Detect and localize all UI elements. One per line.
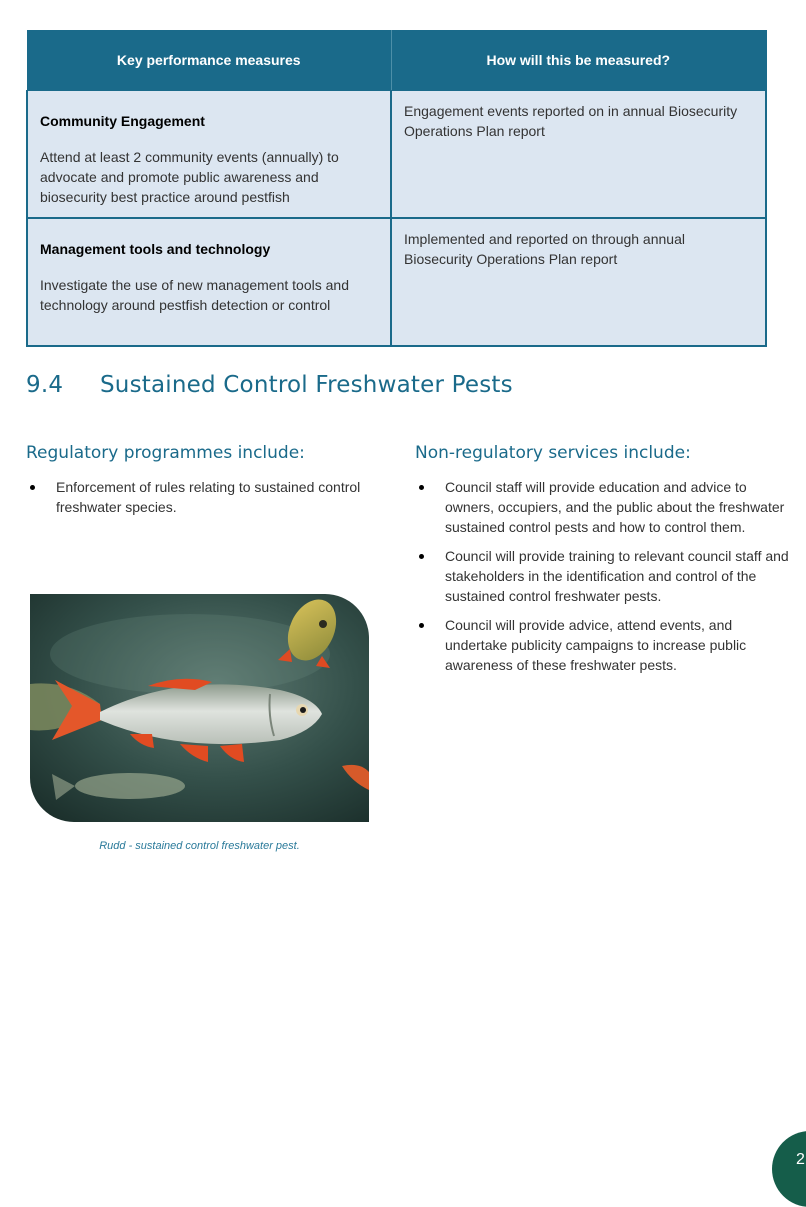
table-row bbox=[27, 91, 766, 219]
page-number-badge bbox=[772, 1131, 806, 1207]
kpi-description: Investigate the use of new management tools and technology around pestfish detection or control bbox=[40, 277, 349, 313]
regulatory-heading: Regulatory programmes include: bbox=[26, 443, 305, 463]
section-number: 9.4 bbox=[26, 372, 64, 398]
kpi-table bbox=[26, 30, 767, 347]
column-header-measured: How will this be measured? bbox=[391, 30, 766, 91]
list-item-text: Enforcement of rules relating to sustained control freshwater species. bbox=[56, 479, 361, 515]
list-item bbox=[415, 615, 790, 675]
list-item bbox=[415, 546, 790, 606]
kpi-description: Attend at least 2 community events (annually) to advocate and promote public awareness and biosecurity best practice around pestfish bbox=[40, 149, 339, 205]
kpi-cell bbox=[27, 218, 391, 346]
list-item bbox=[415, 477, 790, 537]
list-item-text: Council will provide training to relevant council staff and stakeholders in the identification and control of the sustained control freshwater pests. bbox=[445, 548, 789, 604]
bullet-icon bbox=[419, 623, 424, 628]
kpi-title: Community Engagement bbox=[40, 113, 205, 129]
rudd-fish-photo bbox=[30, 594, 369, 822]
image-caption: Rudd - sustained control freshwater pest. bbox=[99, 840, 300, 852]
page-number: 2 bbox=[796, 1151, 805, 1168]
measure-cell: Engagement events reported on in annual Biosecurity Operations Plan report bbox=[391, 91, 766, 219]
regulatory-list bbox=[26, 477, 386, 526]
bullet-icon bbox=[419, 554, 424, 559]
section-heading bbox=[26, 372, 513, 398]
table-header-row bbox=[27, 30, 766, 91]
measure-cell: Implemented and reported on through annual Biosecurity Operations Plan report bbox=[391, 218, 766, 346]
bullet-icon bbox=[30, 485, 35, 490]
bullet-icon bbox=[419, 485, 424, 490]
kpi-title: Management tools and technology bbox=[40, 241, 271, 257]
non-regulatory-heading: Non-regulatory services include: bbox=[415, 443, 691, 463]
list-item-text: Council will provide advice, attend events, and undertake publicity campaigns to increase public awareness of these freshwater pests. bbox=[445, 617, 747, 673]
list-item-text: Council staff will provide education and advice to owners, occupiers, and the public about the freshwater sustained control pests and how to control them. bbox=[445, 479, 785, 535]
kpi-cell bbox=[27, 91, 391, 219]
list-item bbox=[26, 477, 386, 517]
section-title: Sustained Control Freshwater Pests bbox=[100, 372, 513, 398]
table-row bbox=[27, 218, 766, 346]
column-header-kpi: Key performance measures bbox=[27, 30, 391, 91]
non-regulatory-list bbox=[415, 477, 790, 684]
